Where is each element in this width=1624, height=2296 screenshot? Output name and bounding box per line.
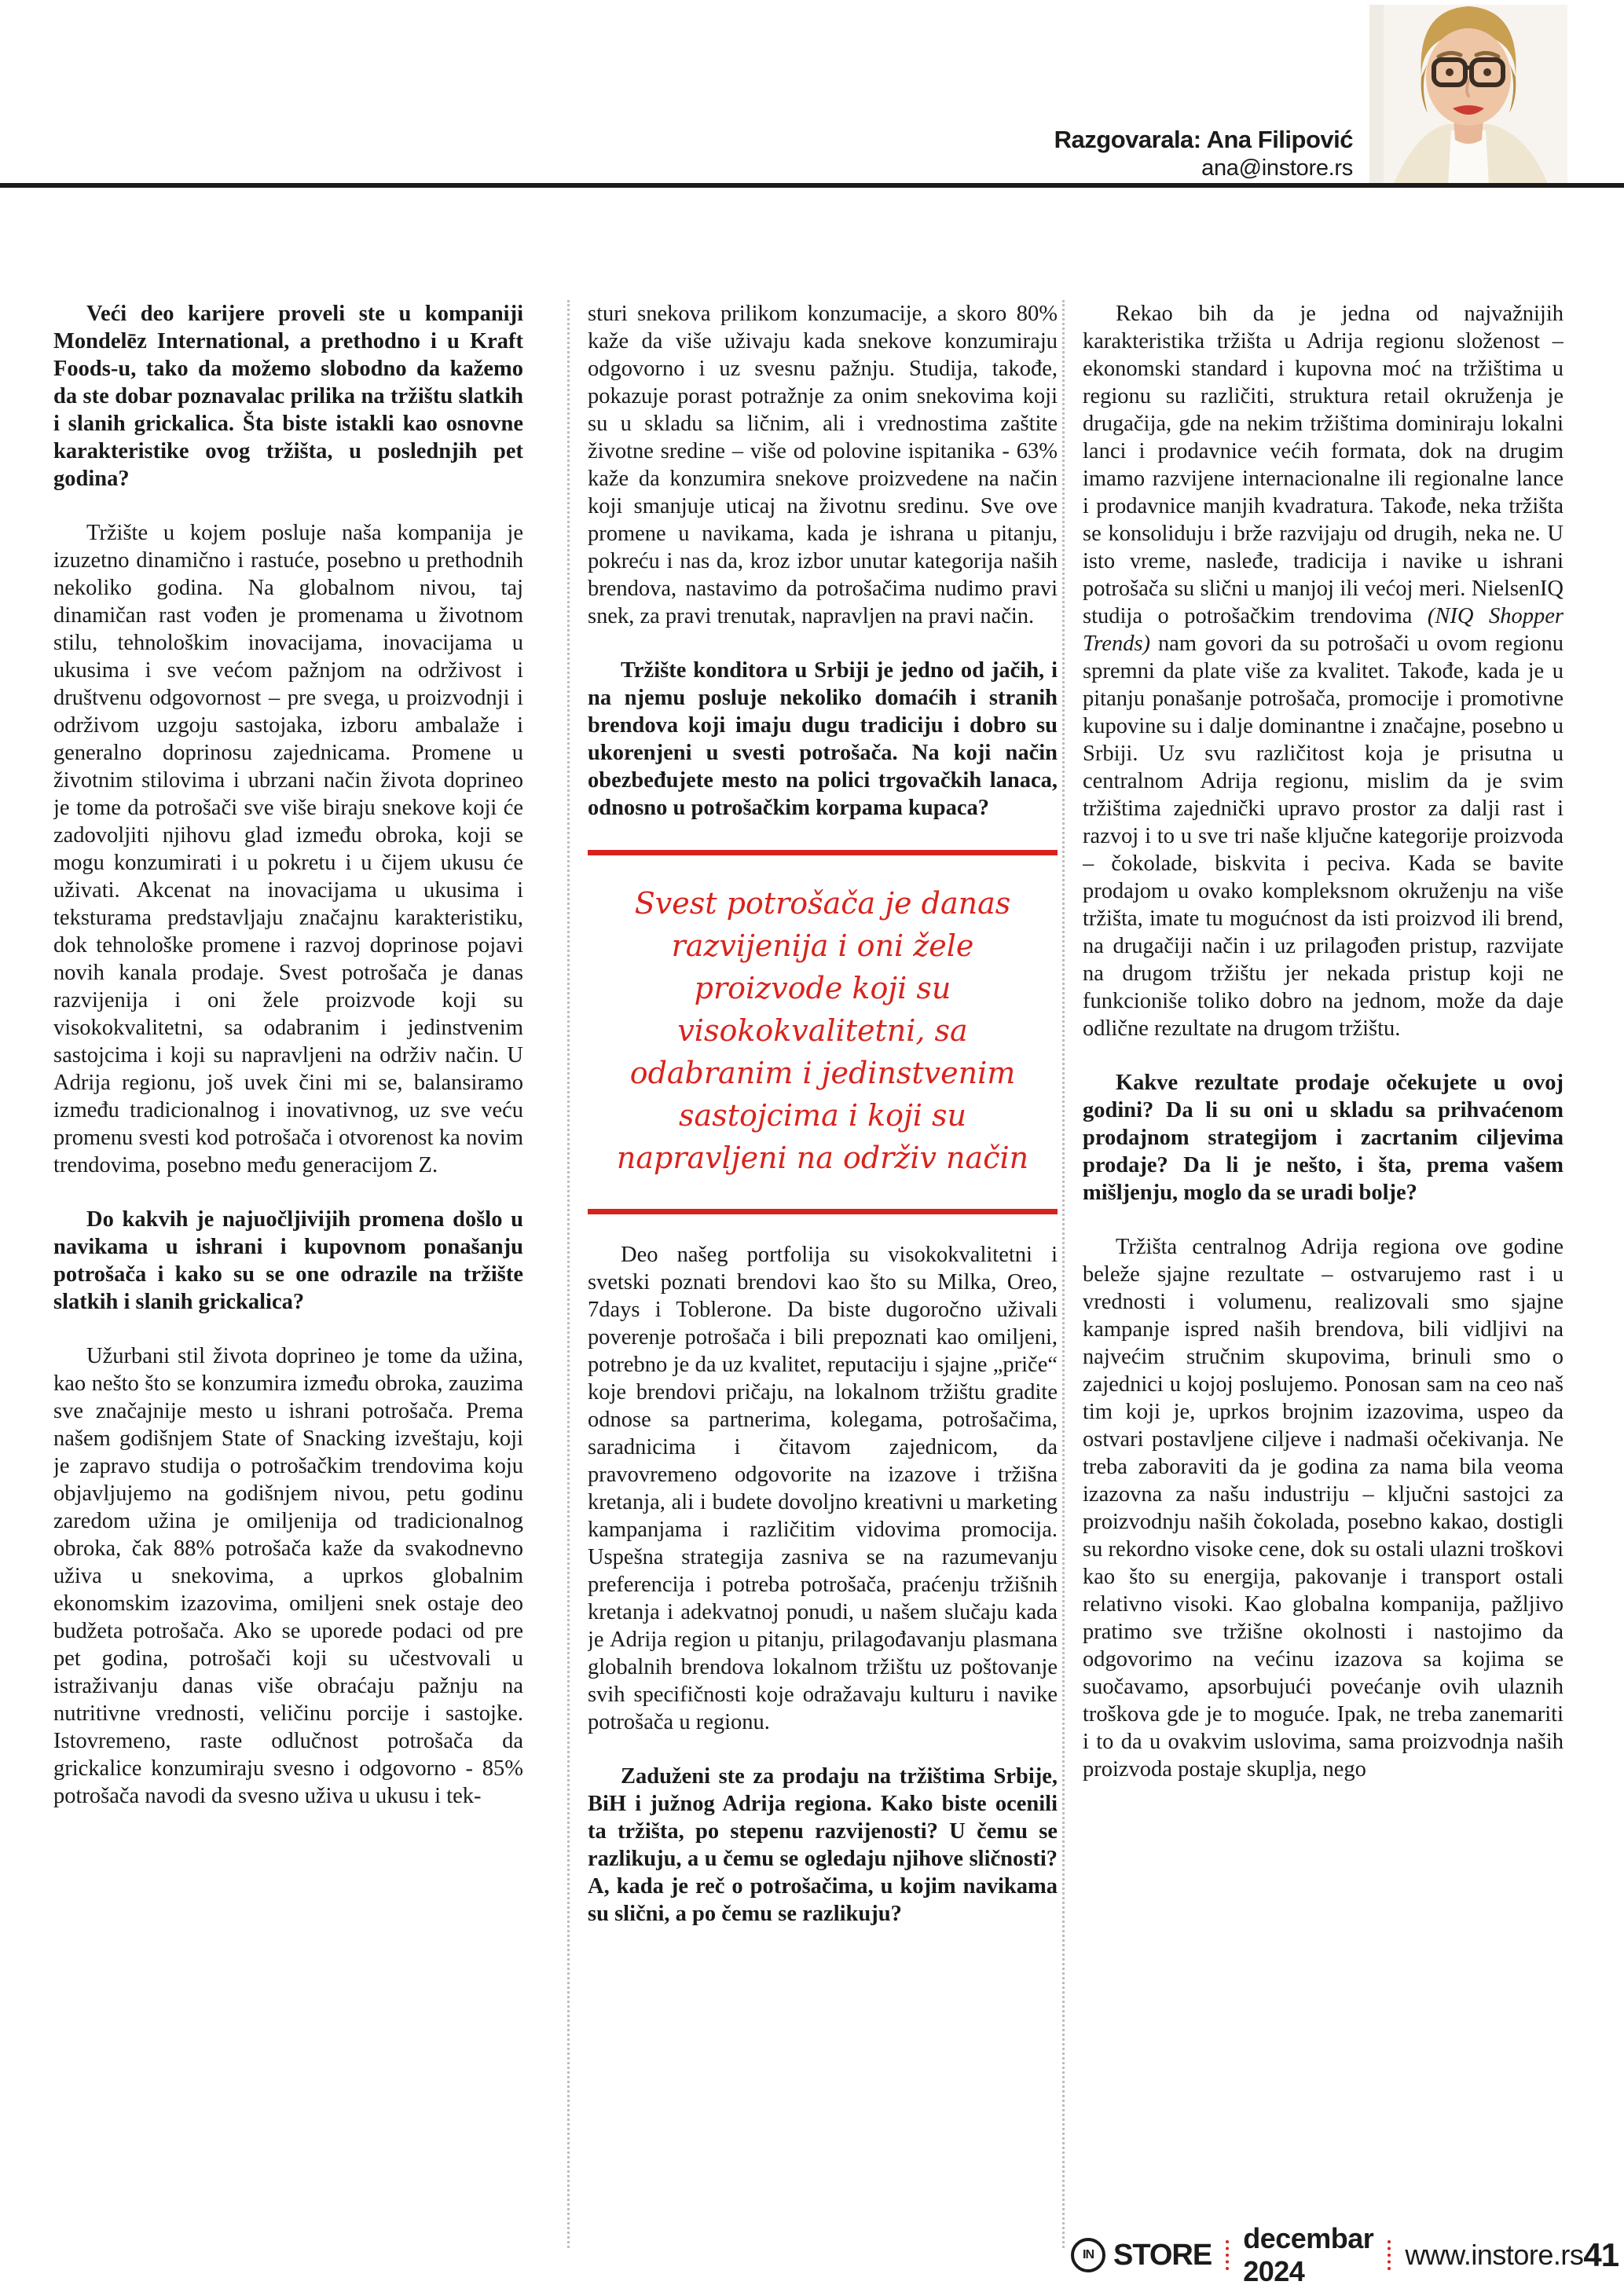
interview-question: Zaduženi ste za prodaju na tržištima Srbije, BiH i južnog Adrija regiona. Kako biste ocenili ta tržišta, po stepenu razvijenosti? U čemu se razlikuju, a u čemu se ogledaju njihove sličnosti? A, kada je reč o potrošačima, u kojim navikama su slični, a po čemu se razlikuju? <box>588 1764 1058 1926</box>
pull-quote-rule-top <box>588 850 1058 855</box>
column-3 <box>1083 300 1564 2296</box>
interview-question: Veći deo karijere proveli ste u kompaniji Mondelēz International, a prethodno i u Kraft Foods-u, tako da možemo slobodno da kažemo da ste dobar poznavalac prilika na tržištu slatkih i slanih grickalica. Šta biste istakli kao osnovne karakteristike ovog tržišta, u poslednjih pet godina? <box>53 302 523 491</box>
footer-date: decembar 2024 <box>1243 2222 1374 2287</box>
footer-separator <box>1388 2240 1391 2270</box>
instore-logo-icon <box>1071 2238 1105 2272</box>
byline-email: ana@instore.rs <box>1201 155 1353 181</box>
footer-website: www.instore.rs <box>1405 2239 1584 2271</box>
interview-answer: Tržišta centralnog Adrija regiona ove godine beleže sjajne rezultate – ostvarujemo rast i u vrednosti i volumenu, realizovali smo sjajne kampanje ispred naših brendova, bili vidljivi na najvećim stručnim skupovima, brinuli smo o zajednici u kojoj poslujemo. Ponosan sam na ceo naš tim koji je, uprkos brojnim izazovima, uspeo da ostvari postavljene ciljeve i nadmaši očekivanja. Ne treba zaboraviti da je godina za nama bila veoma izazovna za našu industriju – ključni sastojci za proizvodnju naših čokolada, posebno kakao, dostigli su rekordno visoke cene, dok su ostali ulazni troškovi kao što su energija, pakovanje i transport ostali relativno visoki. Kao globalna kompanija, pažljivo pratimo sve tržišne okolnosti i nastojimo da odgovorimo na većinu izazova sa kojima se suočavamo, apsorbujući povećanje ovih ulaznih troškova gde je to moguće. Ipak, ne treba zanemariti i to da u ovakvim uslovima, sama proizvodnja naših proizvoda postaje skuplja, nego <box>1083 1235 1564 1782</box>
answer-text: Rekao bih da je jedna od najvažnijih karakteristika tržišta u Adrija regionu složenost – ekonomski standard i kupovna moć na tržištima u regionu su različiti, struktura retail okruženja je drugačija, gde na nekim tržištima dominiraju lokalni lanci i prodavnice većih formata, dok na drugim imamo razvijene internacionalne ili regionalne lance i prodavnice manjih kvadratura. Takođe, neka tržišta se konsoliduju i brže razvijaju od drugih, neka ne. U isto vreme, nasleđe, tradicija i navike u ishrani potrošača su slični u manjoj ili većoj meri. NielsenIQ studija o potrošačkim trendovima <box>1083 302 1564 628</box>
study-name-italic: (NIQ Shopper Trends) <box>1083 604 1564 656</box>
interview-question: Tržište konditora u Srbiji je jedno od jačih, i na njemu posluje nekoliko domaćih i stranih brendova koji imaju dugu tradiciju i dobro su ukorenjeni u svesti potrošača. Na koji način obezbeđujete mesto na polici trgovačkih lanaca, odnosno u potrošačkim korpama kupaca? <box>588 658 1058 820</box>
interview-answer: Tržište u kojem posluje naša kompanija je izuzetno dinamično i rastuće, posebno u prethodnih nekoliko godina. Na globalnom nivou, taj dinamičan rast vođen je promenama u životnom stilu, tehnološkim inovacijama, inovacijama u ukusima i sve većom pažnjom na održivost i društvenu odgovornost – pre svega, u proizvodnji i održivom uzgoju sastojaka, izboru ambalaže i generalno doprinosu zajednicama. Promene u životnim stilovima i ubrzani način života doprineo je tome da potrošači sve više biraju snekove koji će zadovoljiti njihovu glad između obroka, koji se mogu konzumirati i u pokretu i u čijem ukusu će uživati. Akcenat na inovacijama u ukusima i teksturama predstavljaju značajnu karakteristiku, dok tehnološke promene i razvoj doprinose pojavi novih kanala prodaje. Svest potrošača je danas razvijenija i oni žele proizvode koji su visokokvalitetni, sa odabranim i jedinstvenim sastojcima i koji su napravljeni na održiv način. U Adrija regionu, još uvek čini mi se, balansiramo između tradicionalnog i inovativnog, uz sve veću promenu svesti kod potrošača i otvorenost ka novim trendovima, posebno među generacijom Z. <box>53 521 523 1177</box>
author-portrait-illustration <box>1369 5 1567 185</box>
page-number: 41 <box>1583 2236 1619 2273</box>
interview-answer <box>1083 300 1564 1042</box>
byline <box>1054 126 1353 181</box>
logo-store-text: STORE <box>1113 2238 1212 2272</box>
column-divider <box>1062 300 1065 2248</box>
pull-quote-rule-bottom <box>588 1209 1058 1214</box>
interview-question: Do kakvih je najuočljivijih promena došlo u navikama u ishrani i kupovnom ponašanju potrošača i kako su se one odrazile na tržište slatkih i slanih grickalica? <box>53 1207 523 1314</box>
footer-separator <box>1226 2240 1229 2270</box>
interview-answer: Užurbani stil života doprineo je tome da užina, kao nešto što se konzumira između obroka, zauzima sve značajnije mesto u ishrani potrošača. Prema našem godišnjem State of Snacking izveštaju, koji je zapravo studija o potrošačkim trendovima koju objavljujemo na godišnjem nivou, petu godinu zaredom užina je omiljenija od tradicionalnog obroka, čak 88% potrošača kaže da svakodnevno uživa u snekovima, a uprkos globalnim ekonomskim izazovima, omiljeni snek ostaje deo budžeta potrošača. Ako se uporede podaci od pre pet godina, potrošači koji su učestvovali u istraživanju danas više obraćaju pažnju na nutritivne vrednosti, veličinu porcije i sastojke. Istovremeno, raste odlučnost potrošača da grickalice konzumiraju svesno i odgovorno - 85% potrošača navodi da svesno uživa u ukusu i tek- <box>53 1344 523 1808</box>
byline-author: Razgovarala: Ana Filipović <box>1054 126 1353 153</box>
header-divider <box>0 183 1624 188</box>
column-2 <box>588 300 1058 2296</box>
column-divider <box>567 300 570 2248</box>
pull-quote <box>588 850 1058 1214</box>
pull-quote-text: Svest potrošača je danas razvijenija i oni žele proizvode koji su visokokvalitetni, sa odabranim i jedinstvenim sastojcima i koji su napravljeni na održiv način <box>616 886 1029 1175</box>
interview-question: Kakve rezultate prodaje očekujete u ovoj godini? Da li su oni u skladu sa prihvaćenom prodajnom strategijom i zacrtanim ciljevima prodaje? Da li je nešto, i šta, prema vašem mišljenju, moglo da se uradi bolje? <box>1083 1071 1564 1205</box>
logo-in-text: IN <box>1083 2248 1094 2261</box>
page-footer <box>1071 2222 1619 2287</box>
interview-answer: Deo našeg portfolija su visokokvalitetni i svetski poznati brendovi kao što su Milka, Oreo, 7days i Toblerone. Da biste dugoročno uživali poverenje potrošača i bili prepoznati kao omiljeni, potrebno je da uz kvalitet, reputaciju i sjajne „priče“ koje brendovi pričaju, na lokalnom tržištu gradite odnose sa partnerima, kolegama, potrošačima, saradnicima i čitavom zajednicom, da pravovremeno odgovorite na izazove i tržišna kretanja, ali i budete dovoljno kreativni u marketing kampanjama i različitim vidovima promocija. Uspešna strategija zasniva se na razumevanju preferencija i potreba potrošača, praćenju tržišnih kretanja i adekvatnoj ponudi, u našem slučaju kada je Adrija region u pitanju, prilagođavanju plasmana globalnih brendova lokalnom tržištu uz poštovanje svih specifičnosti koje odražavaju kulturu i navike potrošača u regionu. <box>588 1243 1058 1734</box>
interview-answer-continued: sturi snekova prilikom konzumacije, a skoro 80% kaže da više uživaju kada snekove konzumiraju odgovorno i uz svesnu pažnju. Studija, takođe, pokazuje porast potražnje za onim snekovima koji su u skladu sa ličnim, ali i vrednostima zaštite životne sredine – više od polovine ispitanika - 63% kaže da konzumira snekove proizvedene na način koji smanjuje uticaj na životnu sredinu. Sve ove promene u navikama, kada je ishrana u pitanju, pokreću i nas da, kroz izbor unutar kategorija naših brendova, nastavimo da potrošačima nudimo pravi snek, za pravi trenutak, napravljen na pravi način. <box>588 302 1058 628</box>
column-1 <box>53 300 523 2296</box>
author-photo <box>1369 5 1567 185</box>
answer-text: nam govori da su potrošači u ovom regionu spremni da plate više za kvalitet. Takođe, kada je u pitanju ponašanje potrošača, promocije i promotivne kupovine su i dalje dominantne i značajne, posebno u Srbiji. Uz svu različitost koja je prisutna u centralnom Adrija regionu, mislim da je svim tržištima zajednički upravo prostor za dalji rast i razvoj i to u sve tri naše ključne kategorije proizvoda – čokolade, biskvita i peciva. Kada se bavite prodajom u ovako kompleksnom okruženju na više tržišta, imate tu mogućnost da isti proizvod ili brend, na drugačiji način i uz prilagođen pristup, razvijate na drugom tržištu jer nekada pristup koji ne funkcioniše toliko dobro na jednom, može da daje odlične rezultate na drugom tržištu. <box>1083 632 1564 1041</box>
